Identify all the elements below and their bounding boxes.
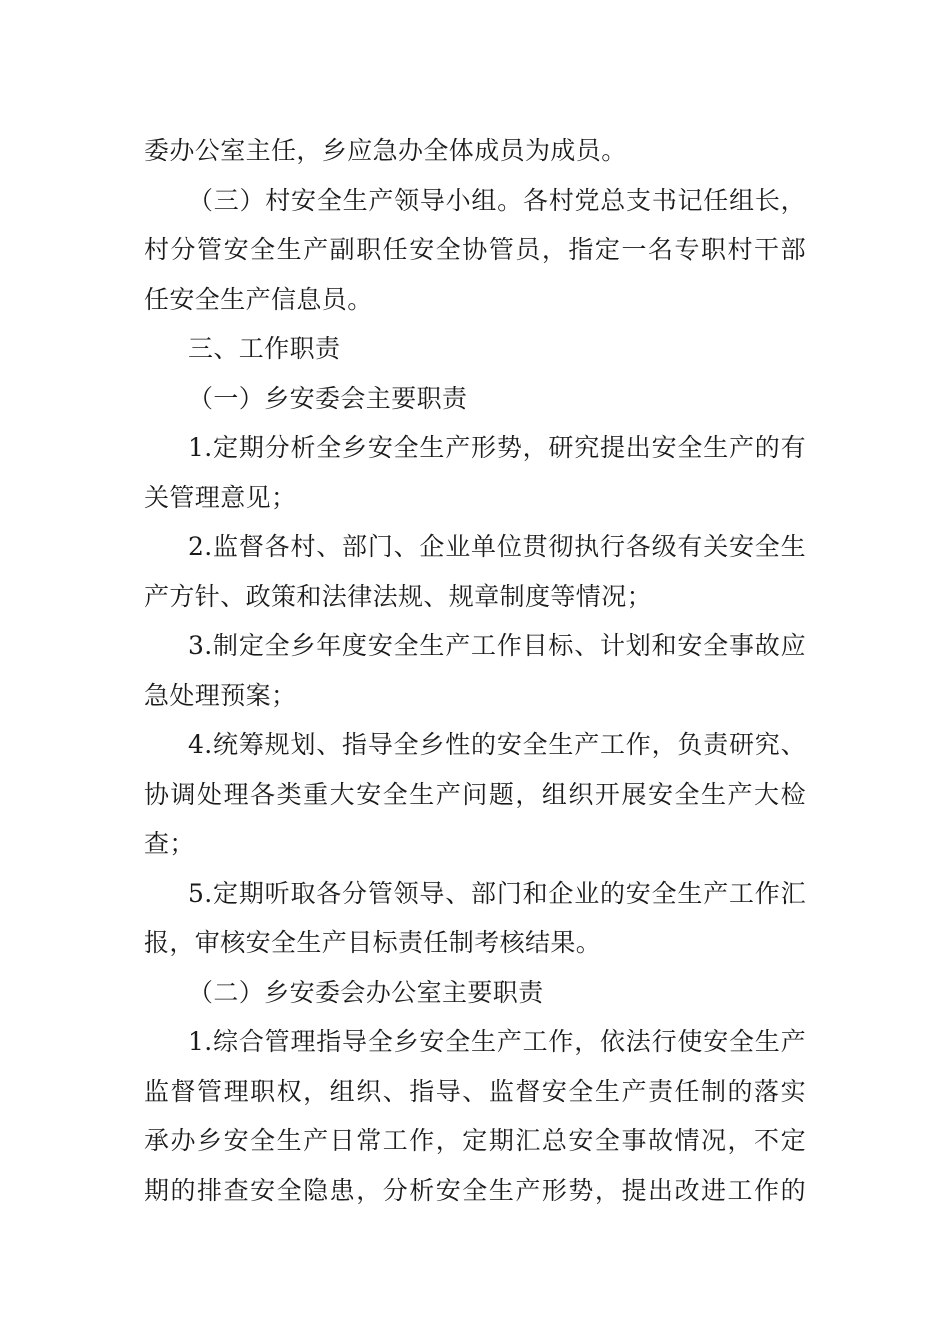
document-body bbox=[144, 126, 806, 1215]
body-line: 3.制定全乡年度安全生产工作目标、计划和安全事故应 bbox=[188, 631, 806, 660]
body-line: 委办公室主任，乡应急办全体成员为成员。 bbox=[144, 136, 627, 165]
body-line: 任安全生产信息员。 bbox=[144, 284, 373, 314]
body-line: 1.定期分析全乡安全生产形势，研究提出安全生产的有 bbox=[188, 433, 806, 462]
body-line: 期的排查安全隐患，分析安全生产形势，提出改进工作的 bbox=[144, 1175, 806, 1205]
body-line: 村分管安全生产副职任安全协管员，指定一名专职村干部 bbox=[144, 235, 806, 264]
body-line: 关管理意见； bbox=[144, 482, 297, 512]
body-line: 5.定期听取各分管领导、部门和企业的安全生产工作汇 bbox=[188, 878, 806, 908]
body-line: 急处理预案； bbox=[144, 680, 297, 710]
body-line: 承办乡安全生产日常工作，定期汇总安全事故情况，不定 bbox=[144, 1126, 806, 1155]
subsection-heading: （二）乡安委会办公室主要职责 bbox=[188, 977, 544, 1007]
body-line: 协调处理各类重大安全生产问题，组织开展安全生产大检 bbox=[144, 779, 806, 809]
body-line: （三）村安全生产领导小组。各村党总支书记任组长， bbox=[188, 185, 806, 215]
section-heading: 三、工作职责 bbox=[188, 334, 341, 363]
body-line: 查； bbox=[144, 829, 195, 858]
body-line: 2.监督各村、部门、企业单位贯彻执行各级有关安全生 bbox=[188, 532, 806, 561]
body-line: 4.统筹规划、指导全乡性的安全生产工作，负责研究、 bbox=[188, 730, 806, 759]
subsection-heading: （一）乡安委会主要职责 bbox=[188, 383, 468, 413]
body-line: 监督管理职权，组织、指导、监督安全生产责任制的落实 bbox=[144, 1076, 806, 1106]
body-line: 产方针、政策和法律法规、规章制度等情况； bbox=[144, 581, 653, 611]
body-line: 1.综合管理指导全乡安全生产工作，依法行使安全生产 bbox=[188, 1027, 806, 1056]
body-line: 报，审核安全生产目标责任制考核结果。 bbox=[144, 928, 602, 957]
